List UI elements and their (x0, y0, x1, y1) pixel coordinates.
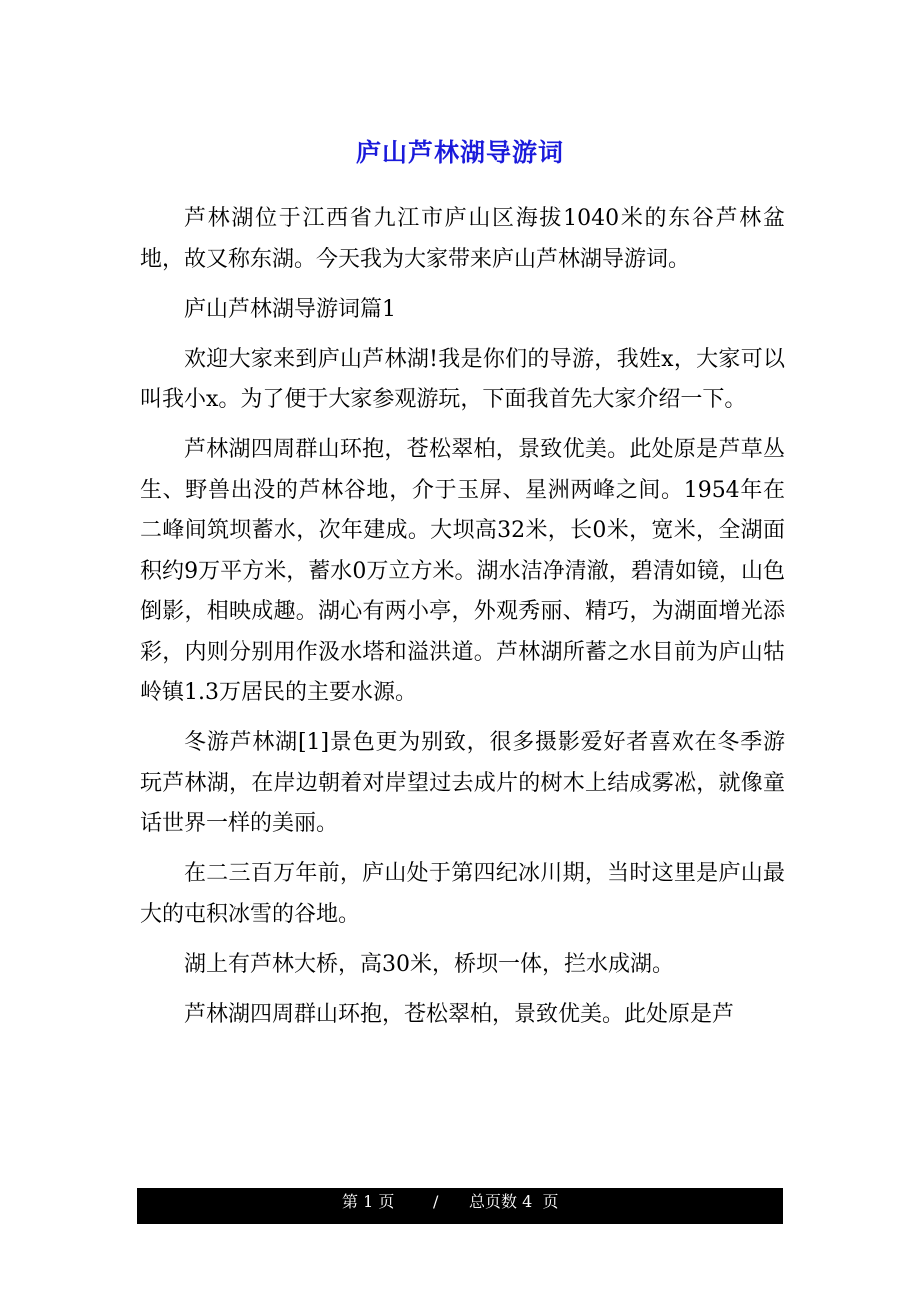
page-separator: / (433, 1192, 439, 1211)
paragraph-welcome: 欢迎大家来到庐山芦林湖!我是你们的导游，我姓x，大家可以叫我小x。为了便于大家参观游玩，下面我首先大家介绍一下。 (140, 346, 786, 412)
page-footer (137, 1188, 783, 1224)
document-body (140, 199, 785, 1045)
paragraph-glacial: 在二三百万年前，庐山处于第四纪冰川期，当时这里是庐山最大的屯积冰雪的谷地。 (140, 861, 785, 927)
page-number: 第 1 页 (342, 1192, 395, 1211)
paragraph-bridge: 湖上有芦林大桥，高30米，桥坝一体，拦水成湖。 (184, 951, 674, 977)
section-heading: 庐山芦林湖导游词篇1 (184, 296, 396, 322)
paragraph-lake-description: 芦林湖四周群山环抱，苍松翠柏，景致优美。此处原是芦草丛生、野兽出没的芦林谷地，介于玉屏、星洲两峰之间。1954年在二峰间筑坝蓄水，次年建成。大坝高32米，长0米，宽米，全湖面积约9万平方米，蓄水0万立方米。湖水洁净清澈，碧清如镜，山色倒影，相映成趣。湖心有两小亭，外观秀丽、精巧，为湖面增光添彩，内则分别用作汲水塔和溢洪道。芦林湖所蓄之水目前为庐山牯岭镇1.3万居民的主要水源。 (140, 437, 785, 705)
document-title: 庐山芦林湖导游词 (355, 137, 564, 167)
paragraph-continued: 芦林湖四周群山环抱，苍松翠柏，景致优美。此处原是芦 (184, 1001, 735, 1027)
total-pages: 总页数 4 页 (469, 1192, 559, 1211)
paragraph-intro: 芦林湖位于江西省九江市庐山区海拔1040米的东谷芦林盆地，故又称东湖。今天我为大家带来庐山芦林湖导游词。 (140, 206, 785, 272)
paragraph-winter: 冬游芦林湖[1]景色更为别致，很多摄影爱好者喜欢在冬季游玩芦林湖，在岸边朝着对岸望过去成片的树木上结成雾凇，就像童话世界一样的美丽。 (140, 730, 785, 836)
